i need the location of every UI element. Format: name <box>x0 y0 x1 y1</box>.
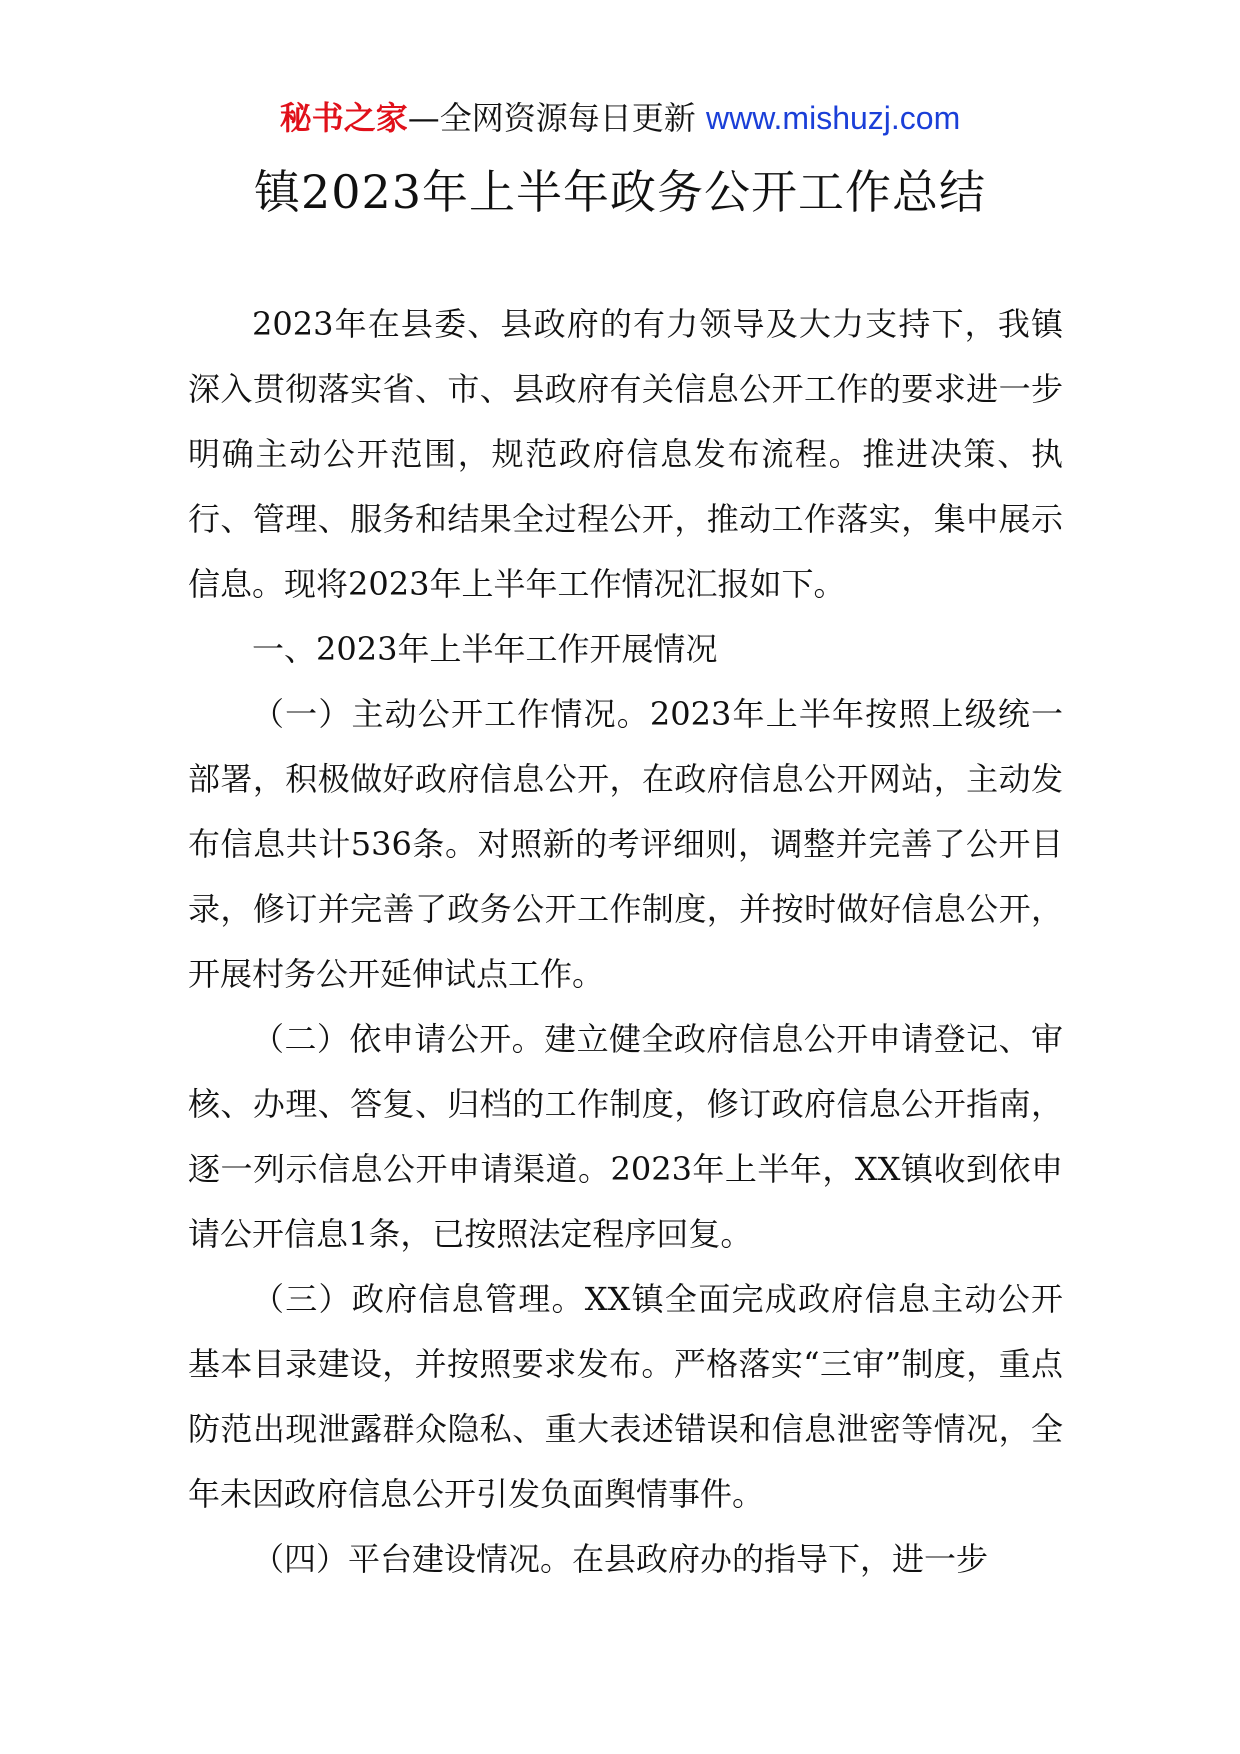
paragraph-active-disclosure: （一）主动公开工作情况。2023年上半年按照上级统一部署，积极做好政府信息公开，在政府信息公开网站，主动发布信息共计536条。对照新的考评细则，调整并完善了公开目录，修订并完善了政务公开工作制度，并按时做好信息公开，开展村务公开延伸试点工作。 <box>188 695 1063 993</box>
paragraph-platform-construction: （四）平台建设情况。在县政府办的指导下，进一步 <box>252 1540 989 1578</box>
site-header <box>0 96 1240 140</box>
section-heading-1: 一、2023年上半年工作开展情况 <box>252 630 718 668</box>
paragraph-intro: 2023年在县委、县政府的有力领导及大力支持下，我镇深入贯彻落实省、市、县政府有关信息公开工作的要求进一步明确主动公开范围，规范政府信息发布流程。推进决策、执行、管理、服务和结果全过程公开，推动工作落实，集中展示信息。现将2023年上半年工作情况汇报如下。 <box>188 305 1063 603</box>
document-body <box>188 292 1063 1592</box>
paragraph-application-disclosure: （二）依申请公开。建立健全政府信息公开申请登记、审核、办理、答复、归档的工作制度，修订政府信息公开指南，逐一列示信息公开申请渠道。2023年上半年，XX镇收到依申请公开信息1条，已按照法定程序回复。 <box>188 1020 1063 1253</box>
brand-name: 秘书之家 <box>279 99 408 137</box>
site-url-link[interactable]: www.mishuzj.com <box>705 100 961 136</box>
header-tagline: —全网资源每日更新 <box>407 99 696 137</box>
paragraph-information-management: （三）政府信息管理。XX镇全面完成政府信息主动公开基本目录建设，并按照要求发布。严格落实“三审”制度，重点防范出现泄露群众隐私、重大表述错误和信息泄密等情况，全年未因政府信息公开引发负面舆情事件。 <box>188 1280 1063 1513</box>
document-title: 镇2023年上半年政务公开工作总结 <box>253 165 987 219</box>
